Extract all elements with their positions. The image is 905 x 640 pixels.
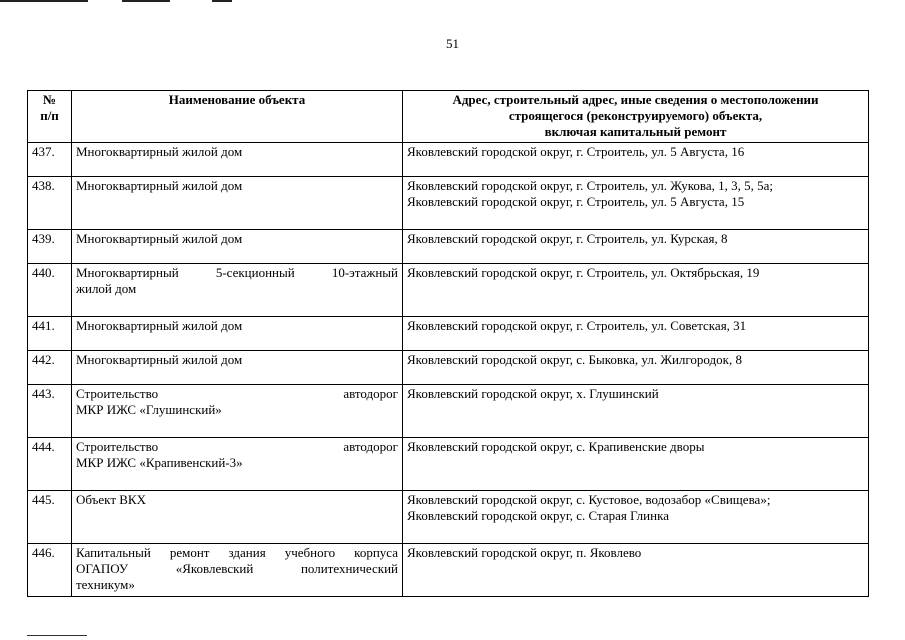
object-name-line: Многоквартирный жилой дом [76,144,243,159]
header-number-line: п/п [40,108,59,123]
object-name-line: МКР ИЖС «Глушинский» [76,402,222,417]
header-address-line: Адрес, строительный адрес, иные сведения о местоположении [452,92,819,107]
row-number: 443. [28,385,72,438]
row-address [403,491,869,544]
header-address-line: строящегося (реконструируемого) объекта, [508,108,763,123]
row-number: 438. [28,177,72,230]
table-row [28,544,869,597]
address-line: Яковлевский городской округ, г. Строитель, ул. Курская, 8 [407,231,728,246]
address-line: Яковлевский городской округ, г. Строитель, ул. Октябрьская, 19 [407,265,760,280]
row-object-name [72,264,403,317]
row-number: 441. [28,317,72,351]
table-row [28,230,869,264]
row-address [403,438,869,491]
object-name-line: Строительство автодорог [76,439,398,454]
object-name-line: Капитальный ремонт здания учебного корпуса [76,545,398,560]
object-name-line: жилой дом [76,281,137,296]
object-name-line: Многоквартирный жилой дом [76,231,243,246]
table-row [28,491,869,544]
object-name-line: Многоквартирный жилой дом [76,352,243,367]
top-rule-right [212,0,232,2]
object-name-line: МКР ИЖС «Крапивенский-3» [76,455,243,470]
address-line: Яковлевский городской округ, г. Строитель, ул. Жукова, 1, 3, 5, 5а; [407,178,773,193]
address-line: Яковлевский городской округ, г. Строитель, ул. 5 Августа, 15 [407,194,745,209]
row-address [403,544,869,597]
header-number [28,91,72,143]
object-name-line: Многоквартирный жилой дом [76,178,243,193]
row-number: 440. [28,264,72,317]
top-rule-left [0,0,88,2]
row-address [403,143,869,177]
address-line: Яковлевский городской округ, х. Глушинский [407,386,659,401]
object-name-line: ОГАПОУ «Яковлевский политехнический [76,561,398,576]
table-row [28,143,869,177]
header-number-line: № [42,92,57,107]
row-address [403,177,869,230]
top-rule-mid [122,0,170,2]
objects-table [27,90,869,597]
object-name-line: Многоквартирный жилой дом [76,318,243,333]
row-address [403,385,869,438]
table-row [28,438,869,491]
address-line: Яковлевский городской округ, с. Кустовое, водозабор «Свищева»; [407,492,771,507]
row-object-name [72,491,403,544]
object-name-line: Строительство автодорог [76,386,398,401]
row-address [403,351,869,385]
row-object-name [72,143,403,177]
object-name-line: Многоквартирный 5-секционный 10-этажный [76,265,398,280]
table-row [28,177,869,230]
row-object-name [72,317,403,351]
address-line: Яковлевский городской округ, г. Строитель, ул. Советская, 31 [407,318,747,333]
header-address-line: включая капитальный ремонт [544,124,727,139]
table-row [28,264,869,317]
row-number: 439. [28,230,72,264]
address-line: Яковлевский городской округ, г. Строитель, ул. 5 Августа, 16 [407,144,745,159]
bottom-rule [27,635,87,636]
row-object-name [72,385,403,438]
row-object-name [72,351,403,385]
header-address [403,91,869,143]
object-name-line: Объект ВКХ [76,492,146,507]
row-object-name [72,544,403,597]
page-number: 51 [446,36,459,51]
row-number: 437. [28,143,72,177]
address-line: Яковлевский городской округ, с. Быковка, ул. Жилгородок, 8 [407,352,742,367]
table-body [28,143,869,597]
header-name: Наименование объекта [72,91,403,143]
row-object-name [72,230,403,264]
row-object-name [72,177,403,230]
row-number: 444. [28,438,72,491]
table-row [28,317,869,351]
object-name-line: техникум» [76,577,135,592]
row-number: 446. [28,544,72,597]
address-line: Яковлевский городской округ, с. Крапивенские дворы [407,439,705,454]
row-address [403,317,869,351]
row-address [403,264,869,317]
address-line: Яковлевский городской округ, п. Яковлево [407,545,642,560]
row-object-name [72,438,403,491]
row-number: 442. [28,351,72,385]
table-header-row [28,91,869,143]
table-row [28,385,869,438]
table-row [28,351,869,385]
row-number: 445. [28,491,72,544]
row-address [403,230,869,264]
address-line: Яковлевский городской округ, с. Старая Глинка [407,508,669,523]
